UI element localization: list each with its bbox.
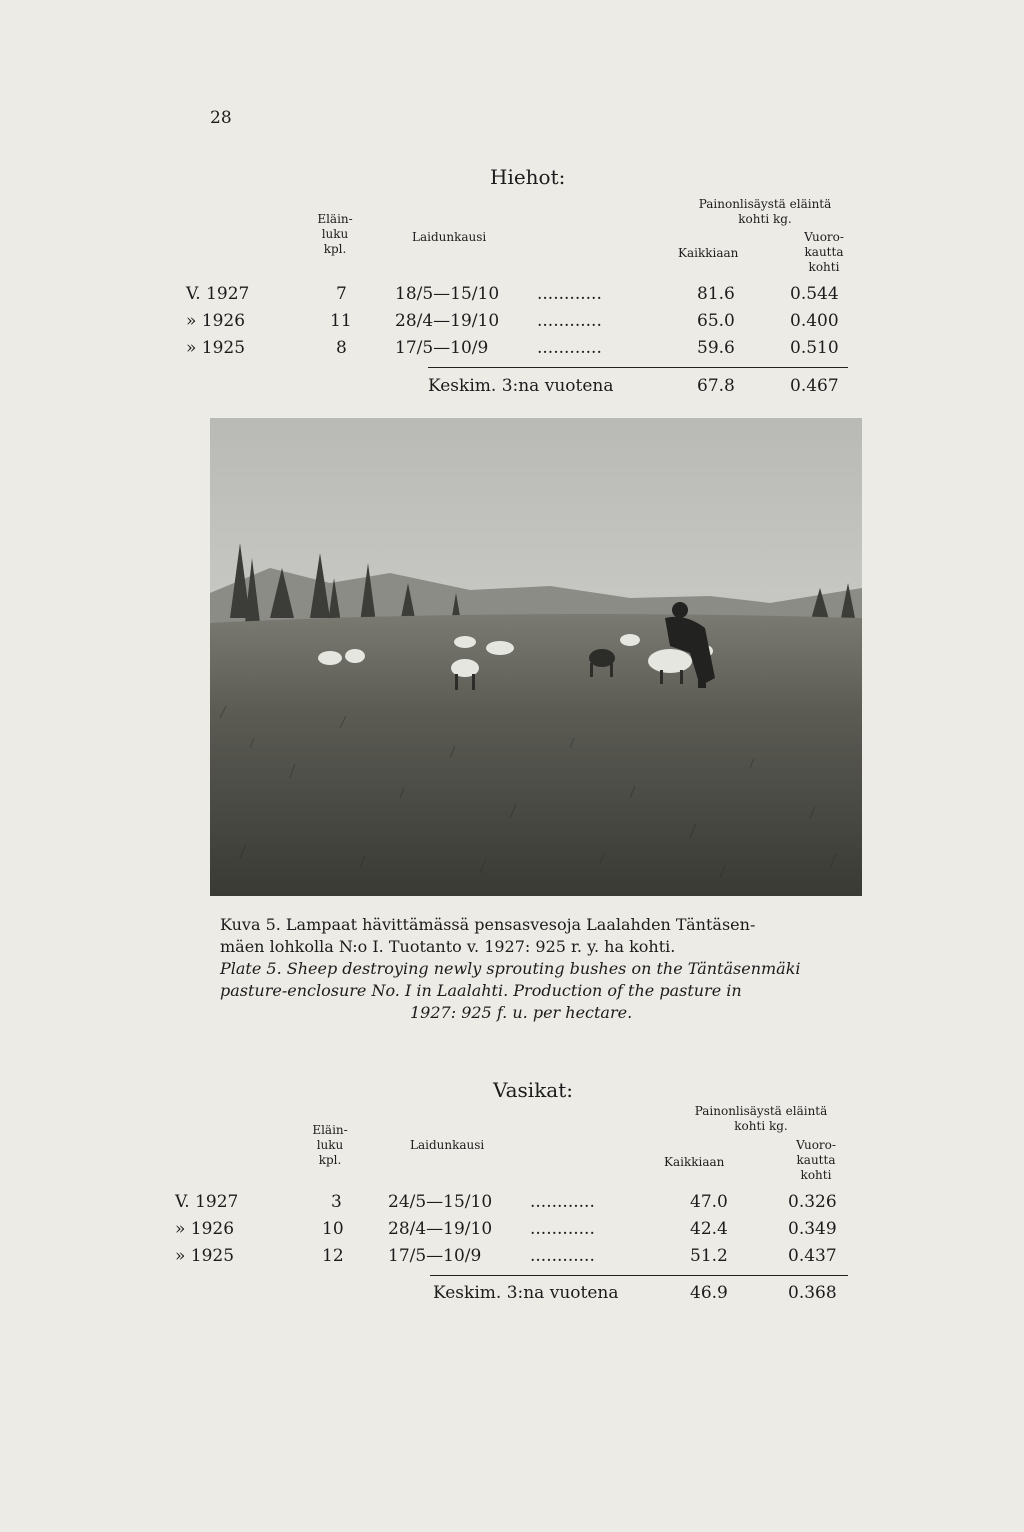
header-daily: Vuoro- kautta kohti xyxy=(796,1138,836,1182)
header-total: Kaikkiaan xyxy=(678,246,739,260)
page-number: 28 xyxy=(210,108,232,128)
table-title: Hiehot: xyxy=(490,165,566,189)
header-pasture: Laidunkausi xyxy=(410,1138,485,1152)
table-title: Vasikat: xyxy=(493,1078,574,1102)
header-gain: Painonlisäystä eläintä kohti kg. xyxy=(694,1104,828,1133)
header-total: Kaikkiaan xyxy=(664,1155,725,1169)
photo-image xyxy=(210,418,862,896)
header-count: Eläin- luku kpl. xyxy=(317,212,353,256)
header-pasture: Laidunkausi xyxy=(412,230,487,244)
header-daily: Vuoro- kautta kohti xyxy=(804,230,844,274)
header-gain: Painonlisäystä eläintä kohti kg. xyxy=(698,197,832,226)
table-rule xyxy=(430,1275,848,1276)
photo-sheep-pasture xyxy=(210,418,862,896)
header-count: Eläin- luku kpl. xyxy=(312,1123,348,1167)
document-page: 28 Hiehot: Eläin- luku kpl. Laidunkausi Painonlisäystä eläintä kohti kg. Kaikkiaan Vuoro- kautta kohti V. 1927 7 18/5—15/10 ............ 81.6 0.544 » 1926 11 28/4—19/10 ............ 65.0 0.400 » 1925 8 17/5—10/9 ............ 59.6 0.510 Keskim. 3:na vuotena 67.8 0.467 Kuva 5. Lampaat hävittämässä pensasvesoja Laalahden Täntäsen- mäen lohkolla N:o I. Tuotanto v. 1927: 925 r. y. ha kohti. Plate 5. Sheep destroying newly sprouting bushes on the Täntäsenmäki pasture-enclosure No. I in Laalahti. Production of the pasture in 1927: 925 f. u. per hectare. Vasikat: Eläin- luku kpl. Laidunkausi Painonlisäystä eläintä kohti kg. Kaikkiaan Vuoro- kautta kohti V. 1927 3 24/5—15/10 ............ 47.0 0.326 » 1926 10 28/4—19/10 ............ 42.4 0.349 » 1925 12 17/5—10/9 ............ 51.2 0.437 Keskim. 3:na vuotena 46.9 0.368 xyxy=(0,0,1024,1532)
table-rule xyxy=(428,367,848,368)
